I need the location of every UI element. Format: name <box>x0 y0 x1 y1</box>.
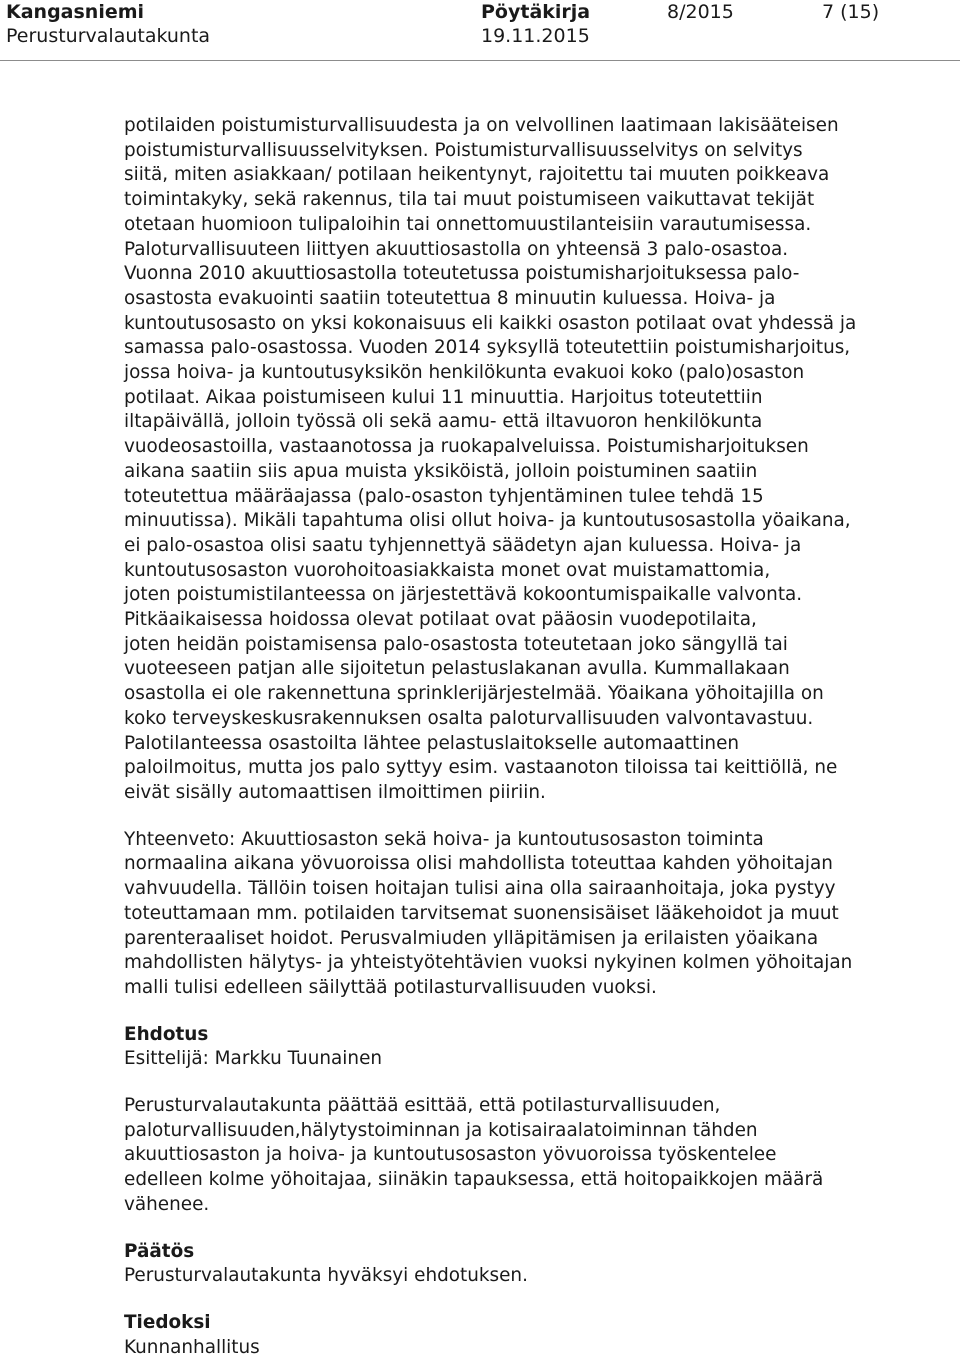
text-line: aikana saatiin siis apua muista yksiköistä, jolloin poistuminen saatiin <box>124 460 758 482</box>
document-type: Pöytäkirja <box>481 1 591 23</box>
text-line: vuoteeseen patjan alle sijoitetun pelastuslakanan avulla. Kummallakaan <box>124 658 790 680</box>
text-line: paloturvallisuuden,hälytystoiminnan ja kotisairaalatoiminnan tähden <box>124 1119 758 1141</box>
meeting-date: 19.11.2015 <box>481 25 590 47</box>
section-proposal <box>124 1023 914 1072</box>
presenter-line: Esittelijä: Markku Tuunainen <box>124 1048 383 1070</box>
paragraph-spacer <box>124 1072 914 1094</box>
organization-name: Kangasniemi <box>6 1 145 23</box>
paragraph-spacer <box>124 1001 914 1023</box>
text-line: otetaan huomioon tulipaloihin tai onnettomuustilanteisiin varautumisessa. <box>124 213 812 235</box>
text-line: osastosta evakuointi saatiin toteutettua 8 minuutin kuluessa. Hoiva- ja <box>124 287 776 309</box>
paragraph-spacer <box>124 806 914 828</box>
text-line: minuutissa). Mikäli tapahtuma olisi ollut hoiva- ja kuntoutusosastolla yöaikana, <box>124 510 851 532</box>
text-line: edelleen kolme yöhoitajaa, siinäkin tapauksessa, että hoitopaikkojen määrä <box>124 1169 824 1191</box>
paragraph-fire-safety <box>124 114 914 806</box>
text-line: vähenee. <box>124 1193 210 1215</box>
text-line: osastolla ei ole rakennettuna sprinklerijärjestelmää. Yöaikana yöhoitajilla on <box>124 683 824 705</box>
text-line: Pitkäaikaisessa hoidossa olevat potilaat ovat pääosin vuodepotilaita, <box>124 609 757 631</box>
text-line: vahvuudella. Tällöin toisen hoitajan tulisi aina olla sairaanhoitaja, joka pystyy <box>124 878 836 900</box>
notices-heading: Tiedoksi <box>124 1311 211 1333</box>
minutes-number: 8/2015 <box>667 1 734 23</box>
text-line: potilaat. Aikaa poistumiseen kului 11 minuuttia. Harjoitus toteutettiin <box>124 386 763 408</box>
text-line: toimintakyky, sekä rakennus, tila tai muut poistumiseen vaikuttavat tekijät <box>124 189 815 211</box>
notices-text: Kunnanhallitus <box>124 1336 260 1358</box>
decision-text: Perusturvalautakunta hyväksyi ehdotuksen. <box>124 1265 528 1287</box>
section-notices <box>124 1311 914 1360</box>
text-line: joten heidän poistamisensa palo-osastosta toteutetaan joko sängyllä tai <box>124 633 788 655</box>
decision-heading: Päätös <box>124 1240 195 1262</box>
text-line: vuodeosastoilla, vastaanotossa ja ruokapalveluissa. Poistumisharjoituksen <box>124 436 809 458</box>
text-line: paloilmoitus, mutta jos palo syttyy esim. vastaanoton tiloissa tai keittiöllä, ne <box>124 757 838 779</box>
text-line: Paloturvallisuuteen liittyen akuuttiosastolla on yhteensä 3 palo-osastoa. <box>124 238 789 260</box>
text-line: ei palo-osastoa olisi saatu tyhjennettyä säädetyn ajan kuluessa. Hoiva- ja <box>124 534 802 556</box>
text-line: potilaiden poistumisturvallisuudesta ja on velvollinen laatimaan lakisääteisen <box>124 115 839 136</box>
text-line: kuntoutusosasto on yksi kokonaisuus eli kaikki osaston potilaat ovat yhdessä ja <box>124 312 857 334</box>
text-line: Perusturvalautakunta päättää esittää, että potilasturvallisuuden, <box>124 1095 721 1117</box>
text-line: joten poistumistilanteessa on järjestettävä kokoontumispaikalle valvonta. <box>124 584 803 606</box>
paragraph-spacer <box>124 1218 914 1240</box>
text-line: samassa palo-osastossa. Vuoden 2014 syksyllä toteutettiin poistumisharjoitus, <box>124 337 851 359</box>
proposal-text <box>124 1094 914 1218</box>
text-line: poistumisturvallisuusselvityksen. Poistumisturvallisuusselvitys on selvitys <box>124 139 803 161</box>
text-line: kuntoutusosaston vuorohoitoasiakkaista monet ovat muistamattomia, <box>124 559 771 581</box>
text-line: Yhteenveto: Akuuttiosaston sekä hoiva- ja kuntoutusosaston toiminta <box>124 828 764 850</box>
header-divider <box>0 60 960 61</box>
text-line: Palotilanteessa osastoilta lähtee pelastuslaitokselle automaattinen <box>124 732 740 754</box>
page-number: 7 (15) <box>822 1 880 23</box>
text-line: Vuonna 2010 akuuttiosastolla toteutetussa poistumisharjoituksessa palo- <box>124 263 800 285</box>
text-line: parenteraaliset hoidot. Perusvalmiuden ylläpitämisen ja erilaisten yöaikana <box>124 927 819 949</box>
proposal-heading: Ehdotus <box>124 1023 209 1045</box>
paragraph-spacer <box>124 1289 914 1311</box>
committee-name: Perusturvalautakunta <box>6 25 211 47</box>
text-line: eivät sisälly automaattisen ilmoittimen piiriin. <box>124 781 546 803</box>
text-line: iltapäivällä, jolloin työssä oli sekä aamu- että iltavuoron henkilökunta <box>124 411 763 433</box>
text-line: akuuttiosaston ja hoiva- ja kuntoutusosaston yövuoroissa työskentelee <box>124 1144 777 1166</box>
document-body <box>124 114 914 1360</box>
text-line: toteutettua määräajassa (palo-osaston tyhjentäminen tulee tehdä 15 <box>124 485 764 507</box>
text-line: malli tulisi edelleen säilyttää potilasturvallisuuden vuoksi. <box>124 976 657 998</box>
text-line: mahdollisten hälytys- ja yhteistyötehtävien vuoksi nykyinen kolmen yöhoitajan <box>124 952 853 974</box>
text-line: siitä, miten asiakkaan/ potilaan heikentynyt, rajoitettu tai muuten poikkeava <box>124 164 830 186</box>
section-decision <box>124 1240 914 1289</box>
text-line: jossa hoiva- ja kuntoutusyksikön henkilökunta evakuoi koko (palo)osaston <box>124 362 805 384</box>
text-line: toteuttamaan mm. potilaiden tarvitsemat suonensisäiset lääkehoidot ja muut <box>124 902 839 924</box>
text-line: koko terveyskeskusrakennuksen osalta paloturvallisuuden valvontavastuu. <box>124 707 814 729</box>
paragraph-summary <box>124 828 914 1001</box>
text-line: normaalina aikana yövuoroissa olisi mahdollista toteuttaa kahden yöhoitajan <box>124 853 833 875</box>
